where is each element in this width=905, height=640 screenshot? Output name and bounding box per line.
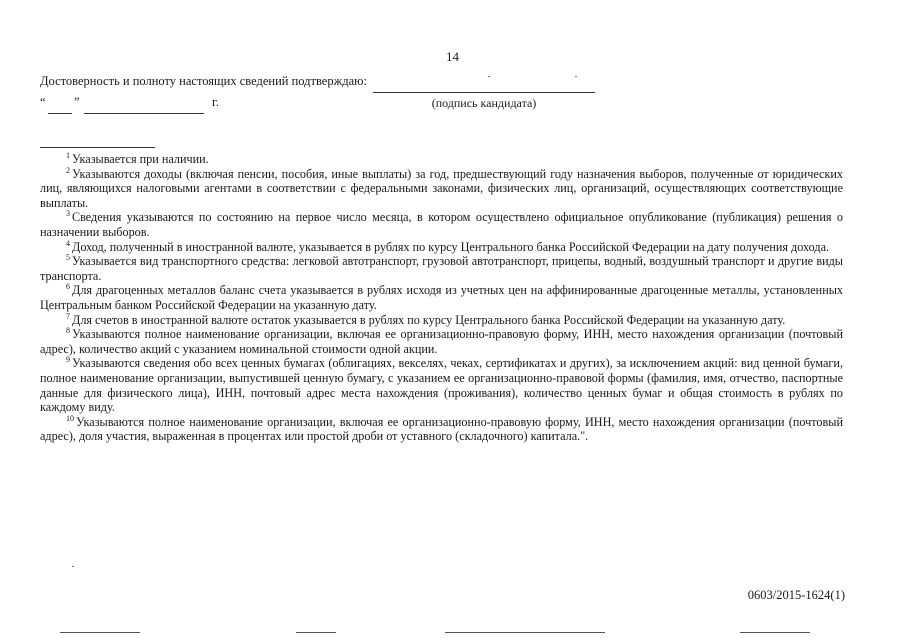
- scan-artifact-line: [740, 632, 810, 633]
- signature-caption: (подпись кандидата): [431, 96, 537, 110]
- document-number: 0603/2015-1624(1): [747, 588, 845, 602]
- footnote-number: 2: [66, 165, 70, 175]
- footnote-number: 9: [66, 355, 70, 365]
- footnote-number: 6: [66, 282, 70, 292]
- footnote-text: Указываются полное наименование организации, включая ее организационно-правовую форму, ИНН, место нахождения организации (почтовый адрес), количество акций с указанием номинальной стоимости одной акции.: [40, 327, 843, 356]
- footnote-text: Для драгоценных металлов баланс счета указывается в рублях исходя из учетных цен на аффинированные драгоценные металлы, установленных Центральным банком Российской Федерации на указанную дату.: [40, 283, 843, 312]
- footnote: [40, 152, 843, 167]
- footnote-number: 8: [66, 326, 70, 336]
- footnote-number: 10: [66, 413, 74, 423]
- footnote-text: Указываются сведения обо всех ценных бумагах (облигациях, векселях, чеках, сертификатах и других), за исключением акций: вид ценной бумаги, полное наименование организации, выпустившей ценную бумагу, с указанием ее организационно-правовой формы (фамилия, имя, отчество, паспортные данные для физического лица), ИНН, почтовый адрес места нахождения (проживания), количество ценных бумаг и общая стоимость в рублях по каждому виду.: [40, 356, 843, 415]
- day-blank-line: [48, 113, 72, 114]
- scan-artifact-line: [296, 632, 336, 633]
- footnote: [40, 313, 843, 328]
- scan-artifact-line: [445, 632, 605, 633]
- date-quote-close: ”: [74, 95, 80, 109]
- footnote-text: Указывается при наличии.: [72, 152, 209, 166]
- footnote-text: Сведения указываются по состоянию на первое число месяца, в котором осуществлено официальное опубликование (публикация) решения о назначении выборов.: [40, 210, 843, 239]
- date-line: [40, 95, 260, 115]
- footnote: [40, 356, 843, 414]
- footnote-number: 3: [66, 209, 70, 219]
- footnote-separator: [40, 147, 155, 148]
- year-suffix: г.: [212, 95, 219, 109]
- confirmation-statement: Достоверность и полноту настоящих сведений подтверждаю:: [40, 74, 367, 88]
- scan-speck: [575, 76, 577, 77]
- footnote-text: Для счетов в иностранной валюте остаток указывается в рублях по курсу Центрального банка Российской Федерации на указанную дату.: [72, 312, 786, 327]
- footnote-text: Доход, полученный в иностранной валюте, указывается в рублях по курсу Центрального банка Российской Федерации на дату получения дохода.: [72, 239, 830, 254]
- page-number: 14: [446, 49, 459, 64]
- footnote-number: 1: [66, 151, 70, 160]
- footnote: [40, 167, 843, 211]
- footnotes-list: [40, 152, 843, 444]
- footnote-number: 5: [66, 253, 70, 263]
- footnote-number: 7: [66, 311, 70, 321]
- scan-speck: [72, 566, 74, 567]
- signature-line: [373, 92, 595, 93]
- footnote: [40, 254, 843, 283]
- scan-speck: [488, 76, 490, 77]
- footnote: [40, 415, 843, 444]
- footnote-text: Указывается вид транспортного средства: легковой автотранспорт, грузовой автотранспорт, прицепы, водный, воздушный транспорт и другие виды транспорта.: [40, 254, 843, 283]
- footnote-number: 4: [66, 238, 70, 248]
- footnote: [40, 327, 843, 356]
- footnote: [40, 283, 843, 312]
- month-blank-line: [84, 113, 204, 114]
- footnote-text: Указываются доходы (включая пенсии, пособия, иные выплаты) за год, предшествующий году назначения выборов, полученные от юридических лиц, являющихся налоговыми агентами в соответствии с федеральными законами, физических лиц, организаций, осуществляющих соответствующие выплаты.: [40, 166, 843, 210]
- date-quote-open: “: [40, 95, 46, 109]
- footnote: [40, 240, 843, 255]
- footnote-text: Указываются полное наименование организации, включая ее организационно-правовую форму, ИНН, место нахождения организации (почтовый адрес), доля участия, выраженная в процентах или простой дроби от уставного (складочного) капитала.".: [40, 414, 843, 444]
- footnote: [40, 210, 843, 239]
- scan-artifact-line: [60, 632, 140, 633]
